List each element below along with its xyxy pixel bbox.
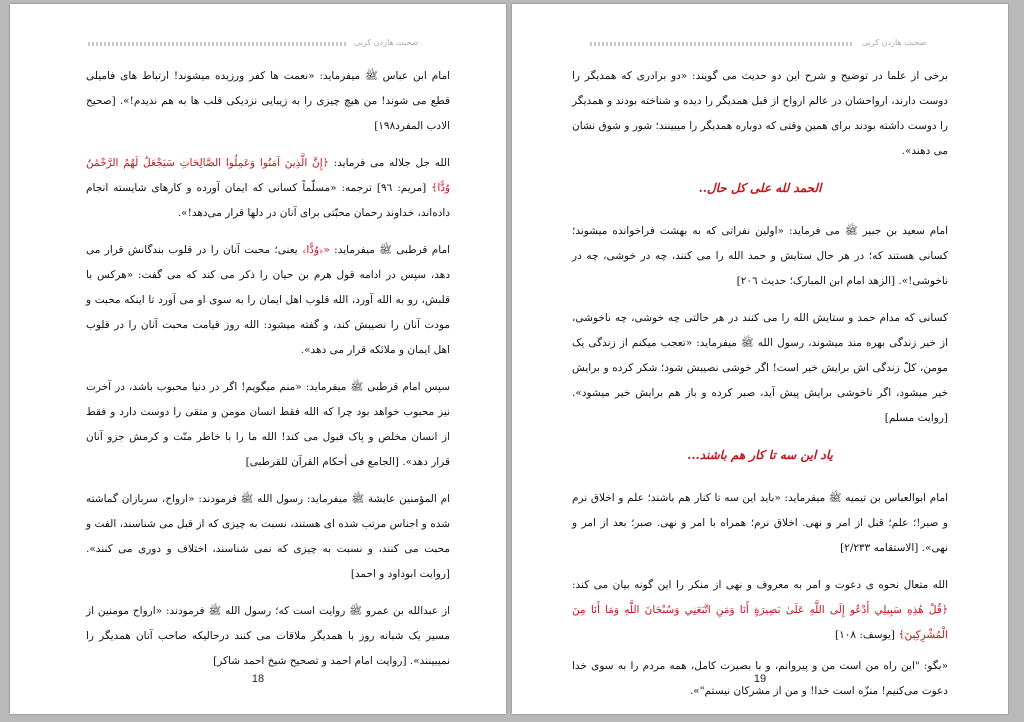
page-header <box>88 40 436 50</box>
section-heading: الحمد لله علی کل حال.. <box>698 181 822 195</box>
paragraph-text: امام قرطبی ﷺ میفرماید: <box>329 244 450 256</box>
paragraph: امام ابوالعباس بن تیمیه ﷺ میفرماید: «باید این سه تا کنار هم باشند؛ علم و اخلاق نرم و صبر!؛ علم؛ قبل از امر و نهی. اخلاق نرم؛ همراه با امر و نهی. صبر؛ بعد از امر و نهی». [الاستقامه ٢/٢٣٣] <box>572 492 948 554</box>
quran-verse: ﴿إِنَّ الَّذِينَ آمَنُوا وَعَمِلُوا الصَّالِحَاتِ سَيَجْعَلُ لَهُمُ الرَّحْمَٰنُ وُدًّا﴾ <box>86 157 451 194</box>
header-ornament-bar <box>88 42 346 46</box>
paragraph: برخی از علما در توضیح و شرح این دو حدیث می گویند: «دو برادری که همدیگر را دوست دارند، ارواحشان در عالم ارواح از قبل همدیگر را دیده و شناخته بودند و همدیگر را دوست داشته بودند برای همین وقتی که دوباره همدیگر را میبینند؛ شور و شوق نشان می دهند». <box>572 70 948 157</box>
page-body <box>86 64 450 686</box>
quran-verse: «﴿وُدًّا﴾ <box>302 244 330 256</box>
paragraph-text: الله متعال نحوه ی دعوت و امر به معروف و نهی از منکر را این گونه بیان می کند: <box>572 579 948 591</box>
quran-verse: ﴿قُلْ هَٰذِهِ سَبِيلِي أَدْعُو إِلَى اللَّهِ عَلَىٰ بَصِيرَةٍ أَنَا وَمَنِ اتَّبَعَنِي وَسُبْحَانَ اللَّهِ وَمَا أَنَا مِنَ الْمُشْرِكِينَ﴾ <box>572 604 948 641</box>
paragraph-text: یعنی؛ محبت آنان را در قلوب بندگانش قرار می دهد، سپس در ادامه قول هرم بن حیان را ذکر می کند که می گفت: «هرکس با قلبش، رو به الله آورد، الله قلوب اهل ایمان را به سوی او می آورد تا اینکه محبت و مودت آنان را نصیبش کند، و گفته میشود: الله روز قیامت محبت آنان را در قلوب اهل ایمان و ملائکه قرار می دهد». <box>86 244 450 356</box>
paragraph-quran <box>572 573 948 648</box>
paragraph: از عبدالله بن عمرو ﷺ روایت است که؛ رسول الله ﷺ فرمودند: «ارواح مومنین از مسیر یک شبانه روز با همدیگر ملاقات می کنند درحالیکه صاحب آنان همدیگر را نمیبینند». [روایت امام احمد و تصحیح شیخ احمد شاکر] <box>86 605 450 667</box>
paragraph-quran <box>86 238 450 363</box>
paragraph: امام ابن عباس ﷺ میفرماید: «نعمت ها کفر ورزیده میشوند! ارتباط های فامیلی قطع می شوند! من هیچ چیزی را به زیبایی نزدیکی قلب ها به هم ندیدم!». [صحیح الادب المفرد١٩٨] <box>86 70 450 132</box>
paragraph: کسانی که مدام حمد و ستایش الله را می کنند در هر حالتی چه خوشی، چه ناخوشی، از خیر زندگی بهره مند میشوند، رسول الله ﷺ میفرماید: «تعجب میکنم از زندگی یک مومن، کلّ زندگی اش برایش خیر است! اگر خوشی نصیبش شود؛ شکر کرده و برایش خیر میشود، اگر ناخوشی برایش پیش آید، صبر کرده و باز هم برایش خیر میشود». [روایت مسلم] <box>572 312 948 424</box>
paragraph-text: [مریم: ٩٦] ترجمه: «مسلّماً کسانی که ایمان آورده و کارهای شایسته انجام داده‌اند، خداوند رحمان محبّتی برای آنان در دلها قرار می‌دهد!». <box>86 182 450 219</box>
page-number: 19 <box>753 673 767 685</box>
verse-translation: «بگو: "این راه من است من و پیروانم، و با بصیرت کامل، همه مردم را به سوی خدا دعوت می‌کنیم! منزّه است خدا! و من از مشرکان نیستم"». <box>572 660 948 697</box>
paragraph: امام سعید بن جبیر ﷺ می فرماید: «اولین نفراتی که به بهشت فراخوانده میشوند؛ کسانی هستند که؛ در هر حال ستایش و حمد الله را می کنند، چه در خوشی، چه در ناخوشی!». [الزهد امام ابن المبارک؛ حدیث ٢٠٦] <box>572 225 948 287</box>
paragraph-text: الله جل جلاله می فرماید: <box>328 157 451 169</box>
paragraph: سپس امام قرطبی ﷺ میفرماید: «منم میگویم! اگر در دنیا محبوب باشد، در آخرت نیز محبوب خواهد بود چرا که الله فقط انسان مومن و متقی را دوست دارد و فقط از انسان مخلص و پاک قبول می کند! الله ما را با خاطر منّت و کرمش جزو آنان قرار دهد». [الجامع فی أحكام القرآن للقرطبی] <box>86 381 450 468</box>
left-page <box>10 4 506 714</box>
paragraph-quran <box>86 151 450 226</box>
page-number: 18 <box>251 673 265 685</box>
right-page <box>512 4 1008 714</box>
header-title: صحبت هاردن کرنی <box>354 38 419 47</box>
section-heading: یاد این سه تا کار هم باشند... <box>687 448 833 462</box>
page-header <box>590 40 942 50</box>
paragraph: ام المؤمنین عایشة ﷺ میفرماید: رسول الله ﷺ فرمودند: «ارواح، سربازان گماشته شده و اجناس مرتب شده ای هستند، نسبت به چیزی که از قبل می شناسند، الفت و محبت می کنند، و نسبت به چیزی که نمی شناسند، اختلاف و دوری می کنند». [روایت ابوداود و احمد] <box>86 493 450 580</box>
header-ornament-bar <box>590 42 852 46</box>
paragraph-text: [یوسف: ١٠٨] <box>834 629 899 641</box>
header-title: صحبت هاردن کرنی <box>862 38 927 47</box>
page-body <box>572 64 948 714</box>
